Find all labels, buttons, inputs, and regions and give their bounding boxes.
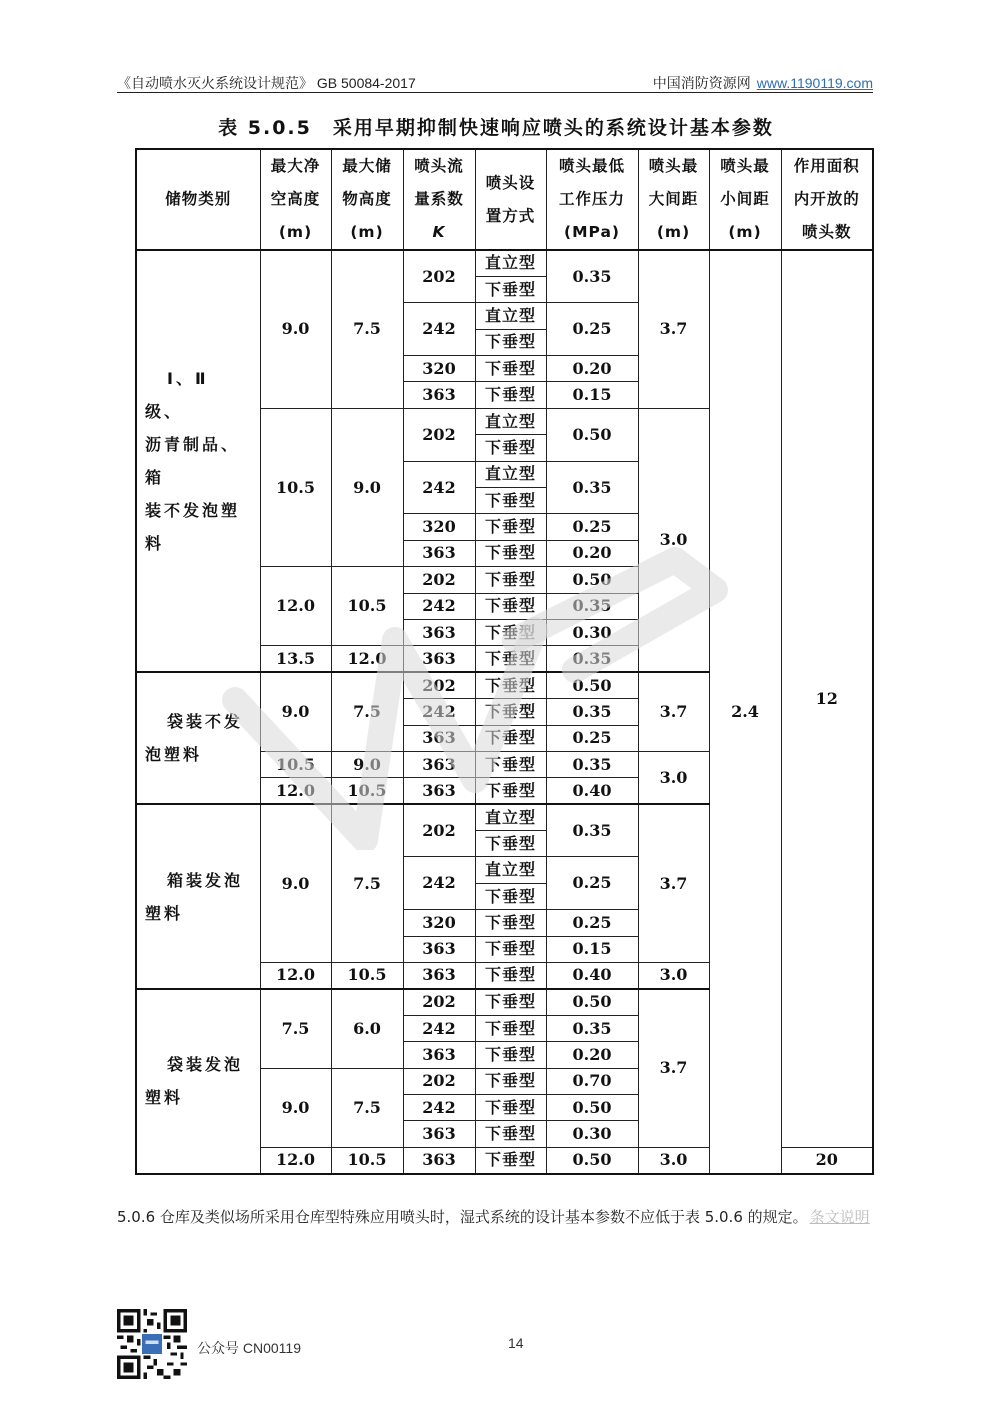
pressure-cell: 0.70 <box>546 1068 638 1094</box>
mounting-cell: 下垂型 <box>475 356 546 382</box>
mounting-cell: 下垂型 <box>475 382 546 408</box>
mounting-cell: 下垂型 <box>475 514 546 540</box>
storage-height-cell: 12.0 <box>331 646 403 672</box>
k-factor-cell: 363 <box>403 751 475 777</box>
k-factor-cell: 320 <box>403 514 475 540</box>
col-header-open-sprinklers: 作用面积 内开放的 喷头数 <box>781 149 873 250</box>
ceiling-height-cell: 9.0 <box>260 250 331 408</box>
ceiling-height-cell: 7.5 <box>260 989 331 1068</box>
pressure-cell: 0.50 <box>546 1147 638 1173</box>
storage-height-cell: 10.5 <box>331 1147 403 1173</box>
pressure-cell: 0.50 <box>546 1095 638 1121</box>
site-name: 中国消防资源网 <box>652 75 751 91</box>
k-factor-cell: 363 <box>403 382 475 408</box>
page-number: 14 <box>508 1335 524 1351</box>
pressure-cell: 0.20 <box>546 540 638 566</box>
pressure-cell: 0.50 <box>546 989 638 1015</box>
k-factor-cell: 242 <box>403 461 475 514</box>
table-title: 表 5.0.5 采用早期抑制快速响应喷头的系统设计基本参数 <box>218 117 774 139</box>
pressure-cell: 0.25 <box>546 725 638 751</box>
mounting-cell: 下垂型 <box>475 1121 546 1147</box>
site-url-link[interactable]: www.1190119.com <box>756 75 873 91</box>
col-header-max-storage-height: 最大储 物高度 (m) <box>331 149 403 250</box>
table-header-row <box>136 149 873 250</box>
pressure-cell: 0.35 <box>546 646 638 672</box>
clause-explanation-link[interactable]: 条文说明 <box>809 1208 870 1226</box>
pressure-cell: 0.50 <box>546 567 638 593</box>
mounting-cell: 下垂型 <box>475 646 546 672</box>
k-factor-cell: 363 <box>403 778 475 804</box>
ceiling-height-cell: 9.0 <box>260 1068 331 1147</box>
ceiling-height-cell: 12.0 <box>260 1147 331 1173</box>
mounting-cell: 下垂型 <box>475 619 546 645</box>
mounting-cell: 下垂型 <box>475 593 546 619</box>
pressure-cell: 0.35 <box>546 461 638 514</box>
mounting-cell: 下垂型 <box>475 936 546 962</box>
storage-height-cell: 10.5 <box>331 567 403 646</box>
category-cell: 袋装发泡 塑料 <box>136 989 260 1174</box>
k-factor-cell: 242 <box>403 1015 475 1041</box>
category-cell: 袋装不发 泡塑料 <box>136 672 260 804</box>
mounting-cell: 直立型 <box>475 857 546 883</box>
col-header-storage-category: 储物类别 <box>136 149 260 250</box>
mounting-cell: 直立型 <box>475 250 546 276</box>
pressure-cell: 0.20 <box>546 356 638 382</box>
storage-height-cell: 9.0 <box>331 408 403 566</box>
pressure-cell: 0.50 <box>546 408 638 461</box>
mounting-cell: 下垂型 <box>475 276 546 302</box>
ceiling-height-cell: 12.0 <box>260 567 331 646</box>
mounting-cell: 下垂型 <box>475 910 546 936</box>
pressure-cell: 0.25 <box>546 514 638 540</box>
k-factor-cell: 202 <box>403 804 475 857</box>
table-row <box>136 250 873 276</box>
mounting-cell: 直立型 <box>475 804 546 830</box>
mounting-cell: 下垂型 <box>475 778 546 804</box>
k-factor-cell: 363 <box>403 725 475 751</box>
k-factor-cell: 363 <box>403 619 475 645</box>
k-factor-cell: 363 <box>403 963 475 989</box>
storage-height-cell: 10.5 <box>331 963 403 989</box>
k-factor-cell: 202 <box>403 672 475 698</box>
storage-height-cell: 7.5 <box>331 1068 403 1147</box>
mounting-cell: 下垂型 <box>475 435 546 461</box>
page-header <box>117 72 873 93</box>
col-header-k-factor: 喷头流 量系数 K <box>403 149 475 250</box>
clause-text: 5.0.6 仓库及类似场所采用仓库型特殊应用喷头时，湿式系统的设计基本参数不应低于表 5.0.6 的规定。 <box>117 1208 808 1226</box>
mounting-cell: 下垂型 <box>475 751 546 777</box>
min-spacing-cell: 2.4 <box>709 250 781 1174</box>
clause-5-0-6 <box>117 1202 877 1232</box>
mounting-cell: 下垂型 <box>475 989 546 1015</box>
open-sprinklers-cell: 20 <box>781 1147 873 1173</box>
k-factor-cell: 363 <box>403 646 475 672</box>
k-factor-cell: 363 <box>403 1042 475 1068</box>
k-factor-cell: 242 <box>403 857 475 910</box>
pressure-cell: 0.25 <box>546 303 638 356</box>
pressure-cell: 0.35 <box>546 1015 638 1041</box>
max-spacing-cell: 3.0 <box>638 1147 709 1173</box>
category-cell: 箱装发泡 塑料 <box>136 804 260 989</box>
storage-height-cell: 7.5 <box>331 672 403 751</box>
qr-code-icon <box>117 1309 187 1379</box>
pressure-cell: 0.25 <box>546 857 638 910</box>
max-spacing-cell: 3.7 <box>638 804 709 962</box>
pressure-cell: 0.30 <box>546 619 638 645</box>
ceiling-height-cell: 9.0 <box>260 672 331 751</box>
max-spacing-cell: 3.0 <box>638 751 709 804</box>
mounting-cell: 下垂型 <box>475 567 546 593</box>
max-spacing-cell: 3.7 <box>638 989 709 1147</box>
max-spacing-cell: 3.0 <box>638 963 709 989</box>
k-factor-cell: 202 <box>403 1068 475 1094</box>
mounting-cell: 下垂型 <box>475 831 546 857</box>
pressure-cell: 0.40 <box>546 778 638 804</box>
col-header-max-spacing: 喷头最 大间距 (m) <box>638 149 709 250</box>
site-credit <box>653 73 873 93</box>
mounting-cell: 下垂型 <box>475 1068 546 1094</box>
pressure-cell: 0.35 <box>546 593 638 619</box>
mounting-cell: 下垂型 <box>475 883 546 909</box>
pressure-cell: 0.20 <box>546 1042 638 1068</box>
col-header-min-spacing: 喷头最 小间距 (m) <box>709 149 781 250</box>
storage-height-cell: 7.5 <box>331 804 403 962</box>
ceiling-height-cell: 10.5 <box>260 751 331 777</box>
k-factor-cell: 363 <box>403 1121 475 1147</box>
k-factor-cell: 363 <box>403 936 475 962</box>
max-spacing-cell: 3.0 <box>638 408 709 672</box>
pressure-cell: 0.50 <box>546 672 638 698</box>
col-header-max-ceiling-height: 最大净 空高度 (m) <box>260 149 331 250</box>
k-factor-cell: 202 <box>403 250 475 303</box>
mounting-cell: 下垂型 <box>475 725 546 751</box>
design-parameters-table <box>135 148 874 1175</box>
pressure-cell: 0.30 <box>546 1121 638 1147</box>
open-sprinklers-cell: 12 <box>781 250 873 1147</box>
mounting-cell: 直立型 <box>475 303 546 329</box>
ceiling-height-cell: 12.0 <box>260 963 331 989</box>
mounting-cell: 下垂型 <box>475 1042 546 1068</box>
k-factor-cell: 363 <box>403 540 475 566</box>
mounting-cell: 下垂型 <box>475 963 546 989</box>
storage-height-cell: 10.5 <box>331 778 403 804</box>
mounting-cell: 直立型 <box>475 461 546 487</box>
pressure-cell: 0.40 <box>546 963 638 989</box>
k-factor-cell: 202 <box>403 989 475 1015</box>
k-factor-cell: 242 <box>403 699 475 725</box>
k-factor-cell: 320 <box>403 910 475 936</box>
mounting-cell: 下垂型 <box>475 540 546 566</box>
mounting-cell: 下垂型 <box>475 488 546 514</box>
col-header-min-pressure: 喷头最低 工作压力 (MPa) <box>546 149 638 250</box>
wechat-account: 公众号 CN00119 <box>197 1340 302 1356</box>
document-title: 《自动喷水灭火系统设计规范》 GB 50084-2017 <box>117 75 416 91</box>
category-cell: Ⅰ、Ⅱ 级、 沥青制品、箱 装不发泡塑 料 <box>136 250 260 672</box>
pressure-cell: 0.35 <box>546 751 638 777</box>
col-header-mounting: 喷头设 置方式 <box>475 149 546 250</box>
pressure-cell: 0.35 <box>546 804 638 857</box>
mounting-cell: 下垂型 <box>475 1015 546 1041</box>
ceiling-height-cell: 10.5 <box>260 408 331 566</box>
mounting-cell: 下垂型 <box>475 699 546 725</box>
k-factor-cell: 320 <box>403 356 475 382</box>
mounting-cell: 下垂型 <box>475 672 546 698</box>
k-factor-cell: 202 <box>403 408 475 461</box>
max-spacing-cell: 3.7 <box>638 250 709 408</box>
k-factor-cell: 242 <box>403 1095 475 1121</box>
max-spacing-cell: 3.7 <box>638 672 709 751</box>
k-factor-cell: 242 <box>403 303 475 356</box>
storage-height-cell: 9.0 <box>331 751 403 777</box>
ceiling-height-cell: 12.0 <box>260 778 331 804</box>
pressure-cell: 0.35 <box>546 250 638 303</box>
pressure-cell: 0.35 <box>546 699 638 725</box>
pressure-cell: 0.15 <box>546 382 638 408</box>
storage-height-cell: 6.0 <box>331 989 403 1068</box>
mounting-cell: 下垂型 <box>475 329 546 355</box>
ceiling-height-cell: 9.0 <box>260 804 331 962</box>
pressure-cell: 0.25 <box>546 910 638 936</box>
storage-height-cell: 7.5 <box>331 250 403 408</box>
mounting-cell: 下垂型 <box>475 1095 546 1121</box>
k-factor-cell: 363 <box>403 1147 475 1173</box>
mounting-cell: 直立型 <box>475 408 546 434</box>
pressure-cell: 0.15 <box>546 936 638 962</box>
ceiling-height-cell: 13.5 <box>260 646 331 672</box>
k-factor-cell: 202 <box>403 567 475 593</box>
mounting-cell: 下垂型 <box>475 1147 546 1173</box>
k-factor-cell: 242 <box>403 593 475 619</box>
